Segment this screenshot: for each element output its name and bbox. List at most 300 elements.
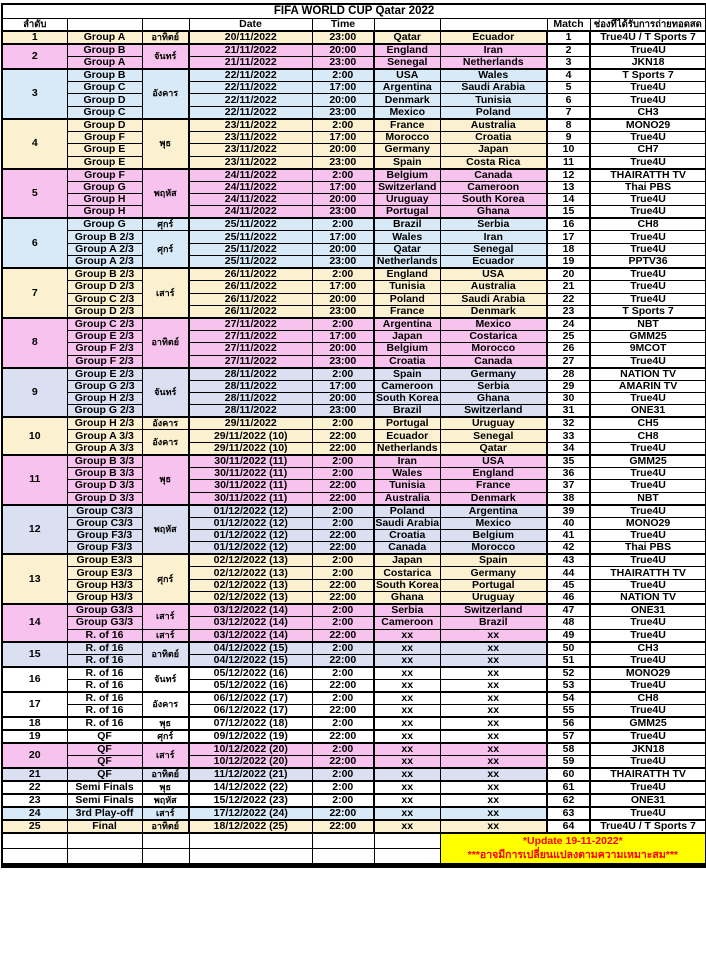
- group-cell: Group F: [67, 131, 142, 143]
- group-cell: Group C3/3: [67, 517, 142, 529]
- order-cell: 2: [2, 44, 67, 69]
- team2-cell: Canada: [440, 355, 547, 368]
- team1-cell: Argentina: [374, 82, 440, 94]
- group-cell: Group D 2/3: [67, 281, 142, 293]
- group-cell: Group H 2/3: [67, 393, 142, 405]
- footer-empty-cell: [142, 833, 189, 849]
- time-cell: 22:00: [312, 654, 374, 667]
- day-cell: พุธ: [142, 119, 189, 169]
- channel-cell: True4U: [590, 293, 706, 305]
- match-cell: 18: [547, 243, 590, 255]
- team1-cell: Croatia: [374, 530, 440, 542]
- team1-cell: xx: [374, 629, 440, 642]
- channel-cell: Thai PBS: [590, 542, 706, 555]
- table-row: [2, 393, 706, 405]
- group-cell: Group B: [67, 69, 142, 82]
- group-cell: Group H3/3: [67, 592, 142, 605]
- date-cell: 02/12/2022 (13): [189, 592, 312, 605]
- header-team1: [374, 18, 440, 31]
- group-cell: Group G 2/3: [67, 405, 142, 418]
- channel-cell: NBT: [590, 492, 706, 505]
- match-cell: 55: [547, 704, 590, 717]
- date-cell: 01/12/2022 (12): [189, 530, 312, 542]
- date-cell: 23/11/2022: [189, 144, 312, 156]
- match-cell: 62: [547, 794, 590, 807]
- group-cell: Group B 2/3: [67, 231, 142, 243]
- team2-cell: Tunisia: [440, 94, 547, 106]
- group-cell: Group D: [67, 94, 142, 106]
- table-row: [2, 567, 706, 579]
- footer-empty-cell: [67, 849, 142, 865]
- update-note: [440, 833, 706, 866]
- team2-cell: xx: [440, 820, 547, 833]
- match-cell: 1: [547, 31, 590, 44]
- team1-cell: Croatia: [374, 355, 440, 368]
- channel-cell: T Sports 7: [590, 69, 706, 82]
- table-row: [2, 692, 706, 705]
- team2-cell: Poland: [440, 106, 547, 119]
- date-cell: 26/11/2022: [189, 281, 312, 293]
- match-cell: 6: [547, 94, 590, 106]
- match-cell: 39: [547, 505, 590, 518]
- table-row: [2, 193, 706, 205]
- channel-cell: True4U: [590, 44, 706, 57]
- time-cell: 23:00: [312, 106, 374, 119]
- team2-cell: Japan: [440, 144, 547, 156]
- channel-cell: MONO29: [590, 517, 706, 529]
- date-cell: 01/12/2022 (12): [189, 542, 312, 555]
- date-cell: 28/11/2022: [189, 405, 312, 418]
- channel-cell: THAIRATTH TV: [590, 768, 706, 781]
- header-time: Time: [312, 18, 374, 31]
- day-cell: เสาร์: [142, 604, 189, 629]
- time-cell: 2:00: [312, 69, 374, 82]
- match-cell: 60: [547, 768, 590, 781]
- time-cell: 20:00: [312, 343, 374, 355]
- day-cell: ศุกร์: [142, 218, 189, 231]
- team1-cell: xx: [374, 692, 440, 705]
- match-cell: 8: [547, 119, 590, 132]
- group-cell: Group G: [67, 181, 142, 193]
- date-cell: 03/12/2022 (14): [189, 629, 312, 642]
- channel-cell: True4U: [590, 679, 706, 692]
- date-cell: 21/11/2022: [189, 44, 312, 57]
- group-cell: Group G: [67, 218, 142, 231]
- team2-cell: xx: [440, 679, 547, 692]
- date-cell: 23/11/2022: [189, 156, 312, 169]
- match-cell: 7: [547, 106, 590, 119]
- team2-cell: England: [440, 467, 547, 479]
- order-cell: 10: [2, 417, 67, 454]
- channel-cell: True4U: [590, 131, 706, 143]
- team2-cell: Senegal: [440, 430, 547, 442]
- date-cell: 22/11/2022: [189, 69, 312, 82]
- day-cell: เสาร์: [142, 629, 189, 642]
- match-cell: 25: [547, 330, 590, 342]
- time-cell: 22:00: [312, 442, 374, 455]
- group-cell: 3rd Play-off: [67, 807, 142, 820]
- table-row: [2, 430, 706, 442]
- day-cell: อาทิตย์: [142, 768, 189, 781]
- channel-cell: ONE31: [590, 405, 706, 418]
- date-cell: 01/12/2022 (12): [189, 517, 312, 529]
- team1-cell: Belgium: [374, 343, 440, 355]
- column-header-row: [2, 18, 706, 31]
- team1-cell: Portugal: [374, 417, 440, 430]
- match-cell: 42: [547, 542, 590, 555]
- time-cell: 20:00: [312, 293, 374, 305]
- group-cell: QF: [67, 743, 142, 756]
- team1-cell: Iran: [374, 455, 440, 468]
- team1-cell: South Korea: [374, 393, 440, 405]
- channel-cell: PPTV36: [590, 256, 706, 269]
- time-cell: 22:00: [312, 704, 374, 717]
- channel-cell: CH3: [590, 642, 706, 655]
- team2-cell: Croatia: [440, 131, 547, 143]
- team1-cell: xx: [374, 781, 440, 794]
- team1-cell: Costarica: [374, 567, 440, 579]
- team2-cell: Iran: [440, 231, 547, 243]
- order-cell: 16: [2, 667, 67, 692]
- team1-cell: Netherlands: [374, 442, 440, 455]
- match-cell: 48: [547, 617, 590, 629]
- team1-cell: England: [374, 268, 440, 281]
- channel-cell: AMARIN TV: [590, 380, 706, 392]
- match-cell: 17: [547, 231, 590, 243]
- time-cell: 2:00: [312, 417, 374, 430]
- channel-cell: True4U: [590, 94, 706, 106]
- day-cell: ศุกร์: [142, 231, 189, 268]
- group-cell: R. of 16: [67, 679, 142, 692]
- match-cell: 38: [547, 492, 590, 505]
- channel-cell: True4U: [590, 554, 706, 567]
- day-cell: อังคาร: [142, 417, 189, 430]
- table-row: [2, 417, 706, 430]
- team2-cell: Netherlands: [440, 57, 547, 70]
- date-cell: 25/11/2022: [189, 256, 312, 269]
- channel-cell: CH3: [590, 106, 706, 119]
- date-cell: 11/12/2022 (21): [189, 768, 312, 781]
- team2-cell: xx: [440, 794, 547, 807]
- team2-cell: Denmark: [440, 492, 547, 505]
- time-cell: 2:00: [312, 517, 374, 529]
- group-cell: R. of 16: [67, 692, 142, 705]
- time-cell: 2:00: [312, 604, 374, 617]
- date-cell: 24/11/2022: [189, 181, 312, 193]
- table-row: [2, 69, 706, 82]
- date-cell: 26/11/2022: [189, 293, 312, 305]
- table-row: [2, 231, 706, 243]
- channel-cell: GMM25: [590, 717, 706, 730]
- table-row: [2, 305, 706, 318]
- team1-cell: Japan: [374, 554, 440, 567]
- time-cell: 23:00: [312, 405, 374, 418]
- channel-cell: True4U: [590, 654, 706, 667]
- table-row: [2, 467, 706, 479]
- group-cell: Group F: [67, 169, 142, 182]
- table-row: [2, 57, 706, 70]
- channel-cell: True4U: [590, 480, 706, 492]
- date-cell: 04/12/2022 (15): [189, 654, 312, 667]
- match-cell: 32: [547, 417, 590, 430]
- date-cell: 10/12/2022 (20): [189, 755, 312, 768]
- channel-cell: True4U: [590, 231, 706, 243]
- team2-cell: xx: [440, 730, 547, 743]
- time-cell: 22:00: [312, 530, 374, 542]
- group-cell: Group B 3/3: [67, 455, 142, 468]
- team2-cell: Germany: [440, 567, 547, 579]
- time-cell: 17:00: [312, 380, 374, 392]
- team1-cell: xx: [374, 679, 440, 692]
- table-row: [2, 455, 706, 468]
- match-cell: 15: [547, 206, 590, 219]
- date-cell: 28/11/2022: [189, 380, 312, 392]
- group-cell: Group D 3/3: [67, 492, 142, 505]
- team1-cell: Qatar: [374, 243, 440, 255]
- match-cell: 46: [547, 592, 590, 605]
- team2-cell: Argentina: [440, 505, 547, 518]
- team2-cell: Serbia: [440, 218, 547, 231]
- header-match: Match: [547, 18, 590, 31]
- day-cell: อังคาร: [142, 692, 189, 717]
- table-row: [2, 131, 706, 143]
- team2-cell: Portugal: [440, 579, 547, 591]
- team2-cell: Costa Rica: [440, 156, 547, 169]
- time-cell: 22:00: [312, 807, 374, 820]
- time-cell: 2:00: [312, 218, 374, 231]
- order-cell: 14: [2, 604, 67, 641]
- table-row: [2, 330, 706, 342]
- order-cell: 8: [2, 318, 67, 368]
- date-cell: 05/12/2022 (16): [189, 667, 312, 680]
- team1-cell: Ghana: [374, 592, 440, 605]
- table-row: [2, 181, 706, 193]
- channel-cell: THAIRATTH TV: [590, 567, 706, 579]
- match-cell: 30: [547, 393, 590, 405]
- table-row: [2, 206, 706, 219]
- channel-cell: True4U: [590, 505, 706, 518]
- match-cell: 37: [547, 480, 590, 492]
- page-title: FIFA WORLD CUP Qatar 2022: [2, 4, 706, 18]
- date-cell: 25/11/2022: [189, 218, 312, 231]
- team2-cell: South Korea: [440, 193, 547, 205]
- team1-cell: Saudi Arabia: [375, 517, 440, 529]
- group-cell: R. of 16: [67, 667, 142, 680]
- channel-cell: True4U / T Sports 7: [590, 820, 706, 833]
- match-cell: 16: [547, 218, 590, 231]
- time-cell: 2:00: [312, 768, 374, 781]
- order-cell: 6: [2, 218, 67, 268]
- date-cell: 23/11/2022: [189, 131, 312, 143]
- table-row: [2, 704, 706, 717]
- time-cell: 22:00: [312, 492, 374, 505]
- date-cell: 27/11/2022: [189, 318, 312, 331]
- time-cell: 17:00: [312, 231, 374, 243]
- date-cell: 28/11/2022: [189, 368, 312, 381]
- header-channel: ช่องที่ได้รับการถ่ายทอดสด: [590, 18, 706, 31]
- time-cell: 23:00: [312, 156, 374, 169]
- time-cell: 2:00: [312, 505, 374, 518]
- group-cell: Group H 2/3: [67, 417, 142, 430]
- team2-cell: Serbia: [440, 380, 547, 392]
- team1-cell: xx: [374, 667, 440, 680]
- time-cell: 17:00: [312, 131, 374, 143]
- team2-cell: Morocco: [440, 343, 547, 355]
- title-row: [2, 4, 706, 18]
- match-cell: 51: [547, 654, 590, 667]
- channel-cell: THAIRATTH TV: [590, 169, 706, 182]
- time-cell: 22:00: [312, 730, 374, 743]
- match-cell: 56: [547, 717, 590, 730]
- table-row: [2, 755, 706, 768]
- table-row: [2, 604, 706, 617]
- channel-cell: GMM25: [590, 330, 706, 342]
- match-cell: 12: [547, 169, 590, 182]
- team1-cell: Uruguay: [374, 193, 440, 205]
- header-no: ลำดับ: [2, 18, 67, 31]
- day-cell: พุธ: [142, 455, 189, 505]
- match-cell: 49: [547, 629, 590, 642]
- time-cell: 2:00: [312, 169, 374, 182]
- table-row: [2, 44, 706, 57]
- team1-cell: South Korea: [374, 579, 440, 591]
- date-cell: 01/12/2022 (12): [189, 505, 312, 518]
- match-cell: 57: [547, 730, 590, 743]
- team1-cell: Qatar: [374, 31, 440, 44]
- group-cell: Group A 2/3: [67, 256, 142, 269]
- team1-cell: Ecuador: [374, 430, 440, 442]
- channel-cell: True4U: [590, 530, 706, 542]
- date-cell: 14/12/2022 (22): [189, 781, 312, 794]
- team2-cell: xx: [440, 704, 547, 717]
- team1-cell: xx: [374, 807, 440, 820]
- day-cell: อาทิตย์: [142, 820, 189, 833]
- time-cell: 2:00: [312, 794, 374, 807]
- date-cell: 10/12/2022 (20): [189, 743, 312, 756]
- channel-cell: Thai PBS: [590, 181, 706, 193]
- table-row: [2, 94, 706, 106]
- table-row: [2, 243, 706, 255]
- footer-empty-cell: [189, 833, 312, 849]
- match-cell: 3: [547, 57, 590, 70]
- date-cell: 07/12/2022 (18): [189, 717, 312, 730]
- team1-cell: Spain: [374, 368, 440, 381]
- team2-cell: Morocco: [440, 542, 547, 555]
- time-cell: 22:00: [312, 820, 374, 833]
- group-cell: Group A 3/3: [67, 430, 142, 442]
- time-cell: 2:00: [312, 781, 374, 794]
- channel-cell: JKN18: [590, 743, 706, 756]
- time-cell: 22:00: [312, 755, 374, 768]
- team1-cell: xx: [374, 755, 440, 768]
- match-cell: 33: [547, 430, 590, 442]
- table-row: [2, 169, 706, 182]
- table-row: [2, 405, 706, 418]
- channel-cell: True4U: [590, 268, 706, 281]
- table-row: [2, 629, 706, 642]
- group-cell: Group E3/3: [67, 554, 142, 567]
- time-cell: 2:00: [312, 268, 374, 281]
- order-cell: 18: [2, 717, 67, 730]
- table-row: [2, 807, 706, 820]
- time-cell: 23:00: [312, 31, 374, 44]
- channel-cell: True4U: [590, 156, 706, 169]
- team2-cell: xx: [440, 667, 547, 680]
- time-cell: 22:00: [312, 592, 374, 605]
- match-cell: 10: [547, 144, 590, 156]
- group-cell: Group B 3/3: [67, 467, 142, 479]
- time-cell: 17:00: [312, 330, 374, 342]
- team1-cell: xx: [374, 820, 440, 833]
- table-row: [2, 530, 706, 542]
- team1-cell: Serbia: [374, 604, 440, 617]
- match-cell: 9: [547, 131, 590, 143]
- date-cell: 30/11/2022 (11): [189, 492, 312, 505]
- team1-cell: Denmark: [374, 94, 440, 106]
- match-cell: 47: [547, 604, 590, 617]
- team2-cell: xx: [440, 807, 547, 820]
- date-cell: 27/11/2022: [189, 330, 312, 342]
- header-day: [142, 18, 189, 31]
- match-cell: 23: [547, 305, 590, 318]
- group-cell: Group E: [67, 156, 142, 169]
- date-cell: 30/11/2022 (11): [189, 455, 312, 468]
- team2-cell: Australia: [440, 119, 547, 132]
- channel-cell: True4U: [590, 281, 706, 293]
- match-cell: 13: [547, 181, 590, 193]
- order-cell: 3: [2, 69, 67, 119]
- order-cell: 5: [2, 169, 67, 219]
- team1-cell: Senegal: [374, 57, 440, 70]
- group-cell: Group F3/3: [67, 542, 142, 555]
- date-cell: 06/12/2022 (17): [189, 704, 312, 717]
- date-cell: 24/11/2022: [189, 169, 312, 182]
- time-cell: 22:00: [312, 629, 374, 642]
- time-cell: 2:00: [312, 368, 374, 381]
- footer-empty-cell: [312, 849, 374, 865]
- schedule-footer: [2, 833, 706, 866]
- footer-empty-cell: [312, 833, 374, 849]
- time-cell: 23:00: [312, 355, 374, 368]
- team1-cell: Wales: [374, 467, 440, 479]
- time-cell: 23:00: [312, 256, 374, 269]
- channel-cell: MONO29: [590, 667, 706, 680]
- table-row: [2, 256, 706, 269]
- team2-cell: Spain: [440, 554, 547, 567]
- order-cell: 15: [2, 642, 67, 667]
- table-row: [2, 743, 706, 756]
- time-cell: 20:00: [312, 193, 374, 205]
- group-cell: Group E 2/3: [67, 330, 142, 342]
- channel-cell: JKN18: [590, 57, 706, 70]
- table-row: [2, 156, 706, 169]
- channel-cell: True4U / T Sports 7: [590, 31, 706, 44]
- time-cell: 17:00: [312, 181, 374, 193]
- team2-cell: xx: [440, 768, 547, 781]
- footer-empty-cell: [67, 833, 142, 849]
- group-cell: Group C 2/3: [67, 318, 142, 331]
- team1-cell: Portugal: [374, 206, 440, 219]
- order-cell: 4: [2, 119, 67, 169]
- footer-empty-cell: [142, 849, 189, 865]
- team2-cell: Mexico: [440, 517, 547, 529]
- date-cell: 18/12/2022 (25): [189, 820, 312, 833]
- match-cell: 36: [547, 467, 590, 479]
- date-cell: 02/12/2022 (13): [189, 579, 312, 591]
- group-cell: Semi Finals: [67, 781, 142, 794]
- time-cell: 2:00: [312, 692, 374, 705]
- time-cell: 2:00: [312, 119, 374, 132]
